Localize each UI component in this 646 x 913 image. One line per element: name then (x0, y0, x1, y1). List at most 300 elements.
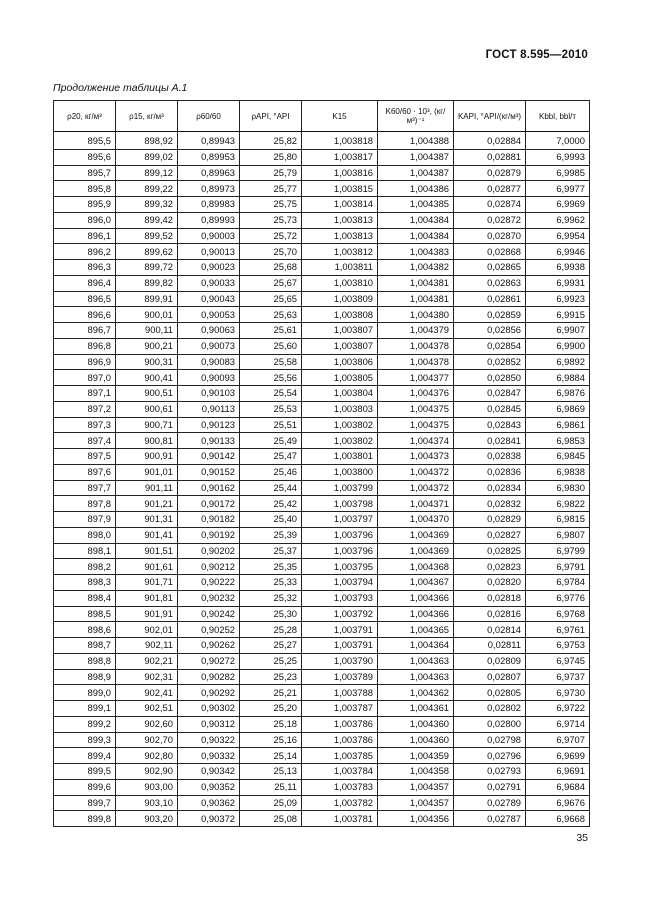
cell-rho15: 902,80 (116, 748, 178, 764)
cell-rho20: 895,5 (54, 132, 116, 150)
cell-k-bbl: 6,9845 (526, 449, 590, 465)
cell-rho20: 898,0 (54, 527, 116, 543)
cell-k-bbl: 6,9907 (526, 323, 590, 339)
cell-rho6060: 0,90242 (178, 606, 240, 622)
cell-rho15: 901,21 (116, 496, 178, 512)
cell-rho6060: 0,90113 (178, 401, 240, 417)
cell-k-api: 0,02800 (454, 716, 526, 732)
cell-rho20: 895,8 (54, 181, 116, 197)
cell-k15: 1,003786 (302, 716, 378, 732)
cell-k-api: 0,02881 (454, 149, 526, 165)
cell-k15: 1,003785 (302, 748, 378, 764)
cell-rho-api: 25,80 (240, 149, 302, 165)
cell-k-api: 0,02847 (454, 386, 526, 402)
cell-k6060: 1,004361 (378, 701, 454, 717)
cell-k15: 1,003807 (302, 338, 378, 354)
cell-k15: 1,003798 (302, 496, 378, 512)
cell-rho6060: 0,90342 (178, 764, 240, 780)
table-row (54, 354, 590, 370)
cell-rho6060: 0,90252 (178, 622, 240, 638)
cell-rho-api: 25,68 (240, 260, 302, 276)
cell-rho15: 900,41 (116, 370, 178, 386)
cell-k15: 1,003789 (302, 669, 378, 685)
column-header-rho-api: ρAPI, °API (240, 101, 302, 132)
cell-k15: 1,003814 (302, 197, 378, 213)
cell-k15: 1,003790 (302, 653, 378, 669)
cell-k15: 1,003807 (302, 323, 378, 339)
cell-rho-api: 25,13 (240, 764, 302, 780)
cell-k-bbl: 6,9962 (526, 212, 590, 228)
cell-k6060: 1,004358 (378, 764, 454, 780)
cell-rho-api: 25,40 (240, 512, 302, 528)
cell-k15: 1,003802 (302, 433, 378, 449)
cell-rho6060: 0,90232 (178, 590, 240, 606)
cell-rho-api: 25,18 (240, 716, 302, 732)
cell-k15: 1,003796 (302, 543, 378, 559)
cell-rho15: 902,21 (116, 653, 178, 669)
table-row (54, 370, 590, 386)
cell-k6060: 1,004370 (378, 512, 454, 528)
cell-k6060: 1,004357 (378, 795, 454, 811)
cell-k15: 1,003803 (302, 401, 378, 417)
cell-rho-api: 25,49 (240, 433, 302, 449)
table-row (54, 543, 590, 559)
cell-rho-api: 25,32 (240, 590, 302, 606)
cell-rho15: 902,41 (116, 685, 178, 701)
cell-rho15: 901,41 (116, 527, 178, 543)
table-row (54, 449, 590, 465)
cell-k-bbl: 6,9969 (526, 197, 590, 213)
cell-rho6060: 0,89983 (178, 197, 240, 213)
table-row (54, 228, 590, 244)
cell-rho20: 896,8 (54, 338, 116, 354)
cell-k-bbl: 6,9684 (526, 779, 590, 795)
cell-rho-api: 25,39 (240, 527, 302, 543)
cell-k-api: 0,02827 (454, 527, 526, 543)
cell-k-bbl: 6,9876 (526, 386, 590, 402)
cell-k-api: 0,02872 (454, 212, 526, 228)
table-row (54, 338, 590, 354)
table-row (54, 212, 590, 228)
cell-k-bbl: 6,9768 (526, 606, 590, 622)
cell-k15: 1,003816 (302, 165, 378, 181)
cell-rho6060: 0,90162 (178, 480, 240, 496)
cell-rho15: 900,71 (116, 417, 178, 433)
table-row (54, 417, 590, 433)
cell-rho6060: 0,89953 (178, 149, 240, 165)
cell-rho6060: 0,90182 (178, 512, 240, 528)
cell-rho20: 896,7 (54, 323, 116, 339)
table-row (54, 716, 590, 732)
cell-k-bbl: 6,9730 (526, 685, 590, 701)
cell-k6060: 1,004377 (378, 370, 454, 386)
cell-rho15: 901,91 (116, 606, 178, 622)
cell-k15: 1,003794 (302, 575, 378, 591)
cell-rho-api: 25,56 (240, 370, 302, 386)
cell-rho20: 898,1 (54, 543, 116, 559)
cell-rho-api: 25,77 (240, 181, 302, 197)
cell-k15: 1,003815 (302, 181, 378, 197)
cell-k-api: 0,02854 (454, 338, 526, 354)
cell-rho15: 901,31 (116, 512, 178, 528)
cell-rho6060: 0,90262 (178, 638, 240, 654)
cell-k6060: 1,004356 (378, 811, 454, 827)
cell-k6060: 1,004375 (378, 401, 454, 417)
cell-rho-api: 25,27 (240, 638, 302, 654)
cell-k15: 1,003784 (302, 764, 378, 780)
cell-rho6060: 0,90172 (178, 496, 240, 512)
cell-rho6060: 0,90192 (178, 527, 240, 543)
table-row (54, 132, 590, 150)
cell-k6060: 1,004368 (378, 559, 454, 575)
cell-k6060: 1,004379 (378, 323, 454, 339)
cell-k-api: 0,02825 (454, 543, 526, 559)
table-body (54, 132, 590, 827)
cell-k6060: 1,004387 (378, 165, 454, 181)
cell-rho-api: 25,20 (240, 701, 302, 717)
table-row (54, 575, 590, 591)
cell-rho15: 902,11 (116, 638, 178, 654)
cell-k15: 1,003788 (302, 685, 378, 701)
cell-rho15: 902,90 (116, 764, 178, 780)
cell-rho15: 898,92 (116, 132, 178, 150)
cell-k15: 1,003797 (302, 512, 378, 528)
cell-rho15: 901,71 (116, 575, 178, 591)
cell-rho15: 899,12 (116, 165, 178, 181)
cell-k-api: 0,02793 (454, 764, 526, 780)
density-table (53, 100, 590, 827)
column-header-rho20: ρ20, кг/м³ (54, 101, 116, 132)
cell-k-bbl: 6,9954 (526, 228, 590, 244)
cell-k6060: 1,004382 (378, 260, 454, 276)
cell-rho6060: 0,89963 (178, 165, 240, 181)
cell-rho-api: 25,37 (240, 543, 302, 559)
cell-k-bbl: 6,9900 (526, 338, 590, 354)
table-row (54, 669, 590, 685)
column-header-rho6060: ρ60/60 (178, 101, 240, 132)
cell-k-api: 0,02814 (454, 622, 526, 638)
cell-rho6060: 0,90133 (178, 433, 240, 449)
cell-rho6060: 0,90013 (178, 244, 240, 260)
table-row (54, 779, 590, 795)
cell-rho6060: 0,90053 (178, 307, 240, 323)
cell-k-api: 0,02820 (454, 575, 526, 591)
cell-rho-api: 25,28 (240, 622, 302, 638)
cell-k6060: 1,004387 (378, 149, 454, 165)
cell-k-api: 0,02861 (454, 291, 526, 307)
cell-rho20: 898,3 (54, 575, 116, 591)
cell-k6060: 1,004384 (378, 228, 454, 244)
table-row (54, 512, 590, 528)
cell-rho20: 896,1 (54, 228, 116, 244)
cell-rho15: 901,81 (116, 590, 178, 606)
cell-rho15: 899,22 (116, 181, 178, 197)
cell-k-api: 0,02811 (454, 638, 526, 654)
cell-rho20: 897,3 (54, 417, 116, 433)
cell-k-bbl: 6,9931 (526, 275, 590, 291)
cell-k6060: 1,004371 (378, 496, 454, 512)
cell-rho15: 899,52 (116, 228, 178, 244)
cell-k15: 1,003805 (302, 370, 378, 386)
cell-rho-api: 25,23 (240, 669, 302, 685)
cell-k6060: 1,004383 (378, 244, 454, 260)
cell-rho6060: 0,89943 (178, 132, 240, 150)
cell-rho20: 899,7 (54, 795, 116, 811)
cell-rho15: 902,51 (116, 701, 178, 717)
cell-rho6060: 0,89973 (178, 181, 240, 197)
table-row (54, 464, 590, 480)
cell-rho15: 900,91 (116, 449, 178, 465)
cell-k15: 1,003781 (302, 811, 378, 827)
cell-k-api: 0,02868 (454, 244, 526, 260)
cell-k6060: 1,004360 (378, 716, 454, 732)
cell-k-bbl: 6,9668 (526, 811, 590, 827)
table-row (54, 386, 590, 402)
cell-k-api: 0,02805 (454, 685, 526, 701)
cell-k15: 1,003800 (302, 464, 378, 480)
cell-k15: 1,003817 (302, 149, 378, 165)
cell-k-api: 0,02834 (454, 480, 526, 496)
cell-rho-api: 25,33 (240, 575, 302, 591)
cell-k6060: 1,004381 (378, 275, 454, 291)
cell-k-api: 0,02796 (454, 748, 526, 764)
document-code: ГОСТ 8.595—2010 (485, 49, 588, 61)
cell-rho20: 898,9 (54, 669, 116, 685)
cell-k-api: 0,02863 (454, 275, 526, 291)
cell-rho6060: 0,89993 (178, 212, 240, 228)
cell-rho15: 900,11 (116, 323, 178, 339)
cell-rho-api: 25,21 (240, 685, 302, 701)
table-row (54, 244, 590, 260)
page-number: 35 (576, 832, 588, 844)
cell-k-bbl: 6,9977 (526, 181, 590, 197)
cell-k6060: 1,004366 (378, 590, 454, 606)
cell-rho-api: 25,58 (240, 354, 302, 370)
cell-k15: 1,003813 (302, 228, 378, 244)
cell-k6060: 1,004362 (378, 685, 454, 701)
cell-k6060: 1,004385 (378, 197, 454, 213)
cell-rho20: 899,8 (54, 811, 116, 827)
cell-k6060: 1,004365 (378, 622, 454, 638)
table-row (54, 260, 590, 276)
cell-k6060: 1,004384 (378, 212, 454, 228)
cell-rho6060: 0,90222 (178, 575, 240, 591)
table-row (54, 181, 590, 197)
cell-k-bbl: 6,9861 (526, 417, 590, 433)
cell-k6060: 1,004363 (378, 653, 454, 669)
cell-rho-api: 25,09 (240, 795, 302, 811)
cell-k15: 1,003809 (302, 291, 378, 307)
cell-rho15: 900,81 (116, 433, 178, 449)
cell-k6060: 1,004374 (378, 433, 454, 449)
cell-k-bbl: 6,9776 (526, 590, 590, 606)
cell-rho6060: 0,90212 (178, 559, 240, 575)
cell-rho20: 899,2 (54, 716, 116, 732)
cell-k15: 1,003795 (302, 559, 378, 575)
cell-rho15: 902,01 (116, 622, 178, 638)
cell-rho20: 899,6 (54, 779, 116, 795)
table-row (54, 197, 590, 213)
cell-rho6060: 0,90043 (178, 291, 240, 307)
table-row (54, 764, 590, 780)
cell-rho6060: 0,90282 (178, 669, 240, 685)
cell-k-bbl: 6,9791 (526, 559, 590, 575)
table-row (54, 622, 590, 638)
cell-k-api: 0,02829 (454, 512, 526, 528)
cell-rho6060: 0,90202 (178, 543, 240, 559)
cell-rho15: 903,10 (116, 795, 178, 811)
cell-rho6060: 0,90033 (178, 275, 240, 291)
cell-rho20: 897,7 (54, 480, 116, 496)
cell-k-bbl: 6,9753 (526, 638, 590, 654)
cell-rho-api: 25,51 (240, 417, 302, 433)
cell-rho-api: 25,67 (240, 275, 302, 291)
cell-rho15: 900,21 (116, 338, 178, 354)
cell-rho-api: 25,60 (240, 338, 302, 354)
cell-k-api: 0,02823 (454, 559, 526, 575)
cell-k15: 1,003808 (302, 307, 378, 323)
cell-rho-api: 25,25 (240, 653, 302, 669)
table-caption: Продолжение таблицы А.1 (53, 82, 188, 94)
cell-k15: 1,003813 (302, 212, 378, 228)
cell-k-api: 0,02884 (454, 132, 526, 150)
cell-rho-api: 25,61 (240, 323, 302, 339)
cell-k6060: 1,004360 (378, 732, 454, 748)
cell-k-bbl: 6,9923 (526, 291, 590, 307)
cell-rho-api: 25,63 (240, 307, 302, 323)
cell-k-bbl: 6,9714 (526, 716, 590, 732)
cell-rho6060: 0,90312 (178, 716, 240, 732)
cell-k6060: 1,004378 (378, 338, 454, 354)
cell-k6060: 1,004386 (378, 181, 454, 197)
cell-rho-api: 25,79 (240, 165, 302, 181)
cell-k-api: 0,02787 (454, 811, 526, 827)
cell-k-api: 0,02850 (454, 370, 526, 386)
cell-rho20: 898,5 (54, 606, 116, 622)
cell-k-api: 0,02841 (454, 433, 526, 449)
cell-rho20: 898,6 (54, 622, 116, 638)
cell-k-bbl: 6,9676 (526, 795, 590, 811)
cell-rho-api: 25,08 (240, 811, 302, 827)
column-header-k15: K15 (302, 101, 378, 132)
cell-k-bbl: 6,9761 (526, 622, 590, 638)
table-row (54, 149, 590, 165)
cell-rho15: 901,61 (116, 559, 178, 575)
cell-k15: 1,003791 (302, 622, 378, 638)
cell-rho20: 899,3 (54, 732, 116, 748)
cell-k-api: 0,02852 (454, 354, 526, 370)
cell-rho15: 899,91 (116, 291, 178, 307)
cell-rho20: 895,7 (54, 165, 116, 181)
table-row (54, 480, 590, 496)
cell-rho15: 901,01 (116, 464, 178, 480)
cell-k-bbl: 6,9699 (526, 748, 590, 764)
table-row (54, 307, 590, 323)
cell-rho15: 903,00 (116, 779, 178, 795)
cell-rho20: 896,2 (54, 244, 116, 260)
cell-rho15: 899,82 (116, 275, 178, 291)
cell-k6060: 1,004375 (378, 417, 454, 433)
table-row (54, 496, 590, 512)
cell-rho15: 900,51 (116, 386, 178, 402)
cell-rho6060: 0,90123 (178, 417, 240, 433)
cell-k-api: 0,02816 (454, 606, 526, 622)
table-row (54, 559, 590, 575)
cell-rho20: 899,1 (54, 701, 116, 717)
cell-rho20: 896,9 (54, 354, 116, 370)
cell-k6060: 1,004359 (378, 748, 454, 764)
cell-k-api: 0,02798 (454, 732, 526, 748)
cell-k-bbl: 6,9737 (526, 669, 590, 685)
cell-k6060: 1,004369 (378, 527, 454, 543)
cell-rho15: 902,70 (116, 732, 178, 748)
cell-rho20: 897,4 (54, 433, 116, 449)
cell-rho15: 899,62 (116, 244, 178, 260)
cell-rho20: 897,8 (54, 496, 116, 512)
table-row (54, 811, 590, 827)
cell-k-bbl: 7,0000 (526, 132, 590, 150)
cell-rho20: 898,8 (54, 653, 116, 669)
cell-rho20: 899,4 (54, 748, 116, 764)
cell-k15: 1,003810 (302, 275, 378, 291)
cell-k-bbl: 6,9745 (526, 653, 590, 669)
cell-k15: 1,003802 (302, 417, 378, 433)
cell-k6060: 1,004364 (378, 638, 454, 654)
cell-rho20: 898,2 (54, 559, 116, 575)
cell-k-api: 0,02809 (454, 653, 526, 669)
cell-k-api: 0,02843 (454, 417, 526, 433)
cell-k-api: 0,02807 (454, 669, 526, 685)
cell-k-bbl: 6,9815 (526, 512, 590, 528)
cell-k-bbl: 6,9938 (526, 260, 590, 276)
cell-rho15: 900,61 (116, 401, 178, 417)
cell-k15: 1,003783 (302, 779, 378, 795)
cell-k15: 1,003796 (302, 527, 378, 543)
table-row (54, 323, 590, 339)
cell-k15: 1,003793 (302, 590, 378, 606)
cell-rho20: 896,4 (54, 275, 116, 291)
cell-k6060: 1,004357 (378, 779, 454, 795)
cell-k-bbl: 6,9946 (526, 244, 590, 260)
cell-rho-api: 25,16 (240, 732, 302, 748)
cell-k-api: 0,02877 (454, 181, 526, 197)
cell-rho20: 897,6 (54, 464, 116, 480)
cell-rho-api: 25,70 (240, 244, 302, 260)
table-row (54, 685, 590, 701)
cell-k-bbl: 6,9884 (526, 370, 590, 386)
table-row (54, 590, 590, 606)
cell-k-bbl: 6,9807 (526, 527, 590, 543)
cell-k-bbl: 6,9853 (526, 433, 590, 449)
cell-rho15: 899,42 (116, 212, 178, 228)
cell-rho-api: 25,46 (240, 464, 302, 480)
cell-k6060: 1,004373 (378, 449, 454, 465)
cell-k6060: 1,004378 (378, 354, 454, 370)
cell-rho-api: 25,54 (240, 386, 302, 402)
cell-k-bbl: 6,9691 (526, 764, 590, 780)
cell-k15: 1,003812 (302, 244, 378, 260)
cell-k6060: 1,004376 (378, 386, 454, 402)
cell-k15: 1,003787 (302, 701, 378, 717)
cell-k-api: 0,02845 (454, 401, 526, 417)
cell-rho20: 897,2 (54, 401, 116, 417)
table-row (54, 401, 590, 417)
cell-k-bbl: 6,9822 (526, 496, 590, 512)
cell-rho20: 899,5 (54, 764, 116, 780)
cell-k-api: 0,02879 (454, 165, 526, 181)
cell-rho-api: 25,53 (240, 401, 302, 417)
cell-rho20: 899,0 (54, 685, 116, 701)
